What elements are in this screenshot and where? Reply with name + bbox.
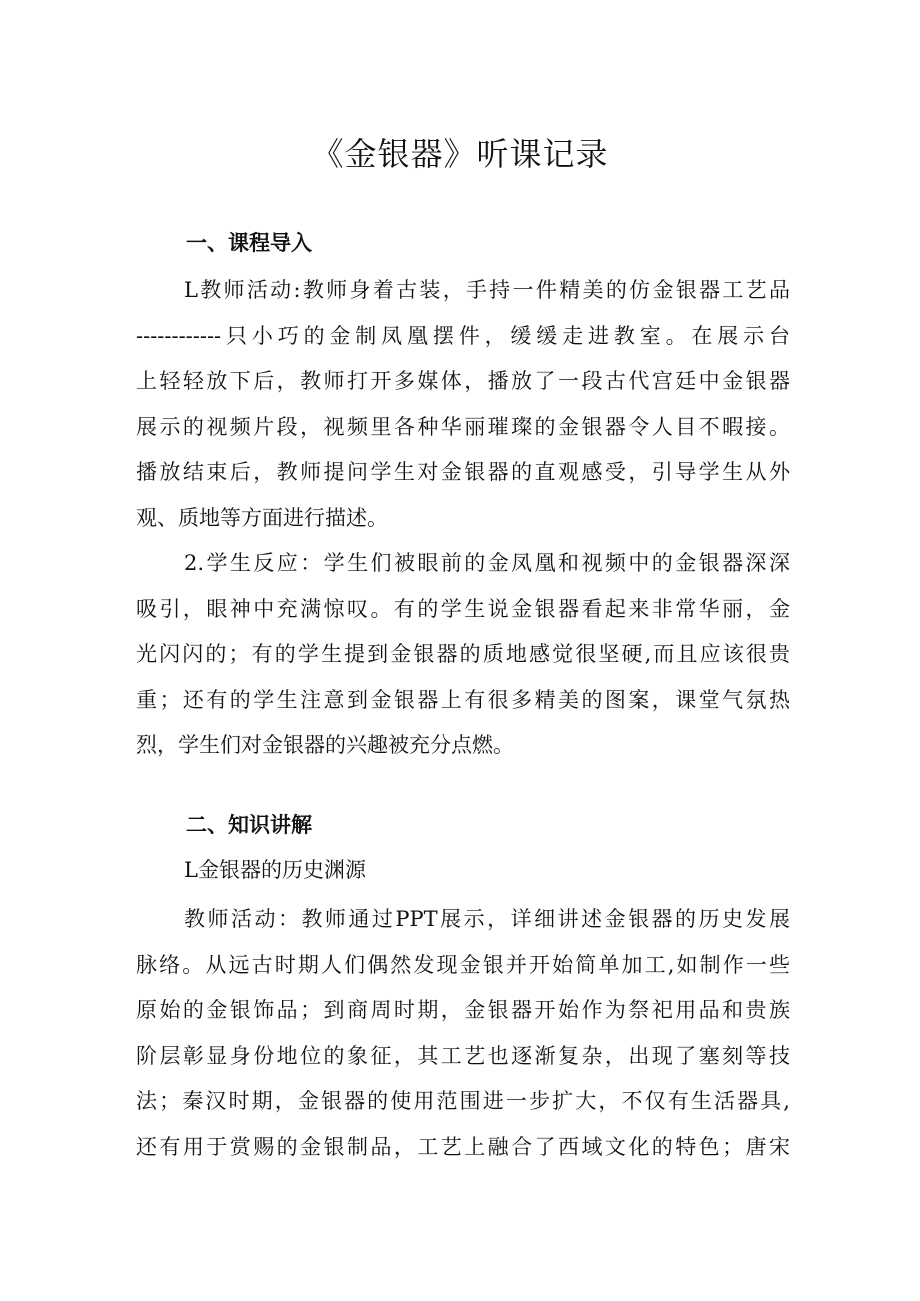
text-line: 教师活动：教师通过PPT展示，详细讲述金银器的历史发展	[184, 907, 790, 931]
section-heading-knowledge: 二、知识讲解	[186, 813, 312, 837]
text-line: 展示的视频片段，视频里各种华丽璀璨的金银器令人目不暇接。	[136, 414, 790, 439]
text-line: 阶层彰显身份地位的象征，其工艺也逐渐复杂，出现了塞刻等技	[136, 1043, 790, 1068]
text-line: 重；还有的学生注意到金银器上有很多精美的图案，课堂气氛热	[136, 687, 790, 712]
text-line: 还有用于赏赐的金银制品，工艺上融合了西域文化的特色；唐宋	[136, 1134, 790, 1159]
subheading-history	[136, 848, 790, 894]
section-heading-intro: 一、课程导入	[186, 231, 312, 255]
text-line: 播放结束后，教师提问学生对金银器的直观感受，引导学生从外	[136, 460, 790, 484]
text-line: 光闪闪的；有的学生提到金银器的质地感觉很坚硬,而且应该很贵	[136, 642, 790, 666]
text-line: 原始的金银饰品；到商周时期，金银器开始作为祭祀用品和贵族	[136, 998, 790, 1022]
text-line: 观、质地等方面进行描述。	[136, 505, 388, 530]
text-line: 法；秦汉时期，金银器的使用范围进一步扩大，不仅有生活器具,	[136, 1089, 790, 1113]
text-line: 2.学生反应：学生们被眼前的金凤凰和视频中的金银器深深	[184, 551, 790, 575]
text-line: 脉络。从远古时期人们偶然发现金银并开始简单加工,如制作一些	[136, 952, 790, 977]
page-title: 《金银器》听课记录	[311, 135, 609, 173]
text-line: L金银器的历史渊源	[184, 858, 366, 882]
text-line: ------------只小巧的金制凤凰摆件，缓缓走进教室。在展示台	[136, 323, 790, 348]
text-line: 吸引，眼神中充满惊叹。有的学生说金银器看起来非常华丽，金	[136, 596, 790, 621]
text-line: L教师活动:教师身着古装，手持一件精美的仿金银器工艺品	[184, 278, 790, 302]
paragraph-teacher-activity-intro	[136, 268, 790, 541]
paragraph-student-reaction	[136, 541, 790, 769]
paragraph-teacher-activity-history	[136, 897, 790, 1170]
text-line: 烈，学生们对金银器的兴趣被充分点燃。	[136, 733, 514, 757]
text-line: 上轻轻放下后，教师打开多媒体，播放了一段古代宫廷中金银器	[136, 369, 790, 393]
